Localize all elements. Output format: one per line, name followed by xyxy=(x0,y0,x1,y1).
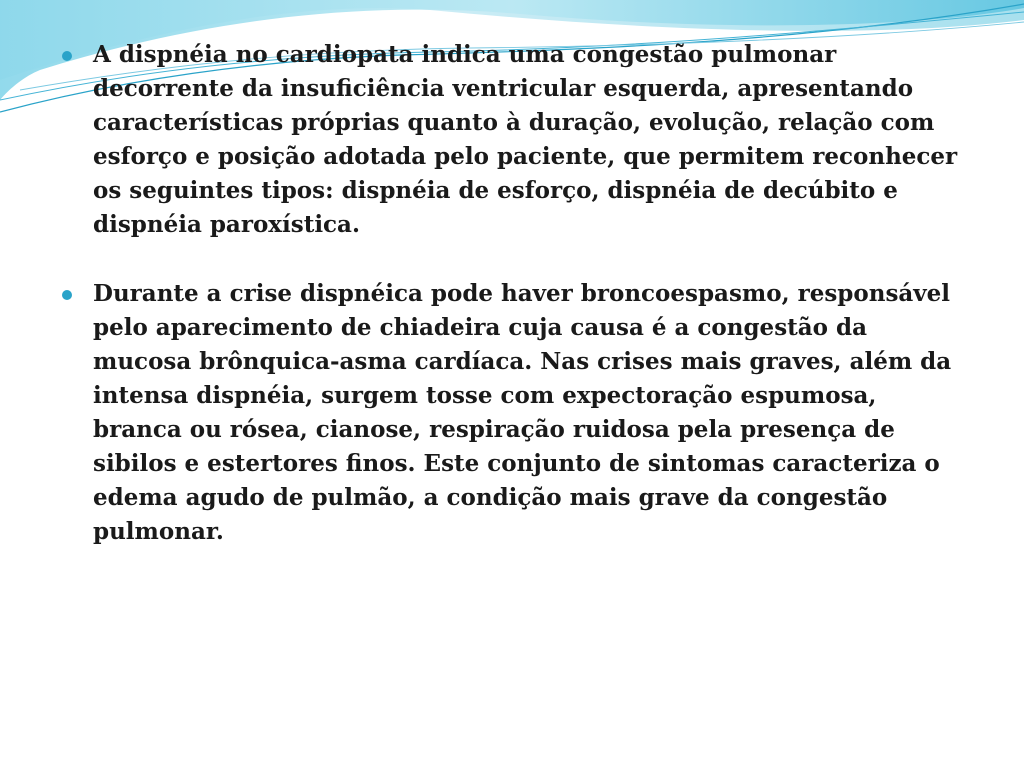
bullet-text: Durante a crise dispnéica pode haver broncoespasmo, responsável pelo aparecimento de chiadeira cuja causa é a congestão da mucosa brônquica-asma cardíaca. Nas crises mais graves, além da intensa dispnéia, surgem tosse com expectoração espumosa, branca ou rósea, cianose, respiração ruidosa pela presença de sibilos e estertores finos. Este conjunto de sintomas caracteriza o edema agudo de pulmão, a condição mais grave da congestão pulmonar. xyxy=(93,280,952,545)
bullet-text: A dispnéia no cardiopata indica uma congestão pulmonar decorrente da insuficiência ventricular esquerda, apresentando características próprias quanto à duração, evolução, relação com esforço e posição adotada pelo paciente, que permitem reconhecer os seguintes tipos: dispnéia de esforço, dispnéia de decúbito e dispnéia paroxística. xyxy=(93,41,958,238)
bullet-dot-icon xyxy=(62,290,72,300)
bullet-item xyxy=(62,38,962,242)
content-area xyxy=(62,38,962,584)
bullet-dot-icon xyxy=(62,51,72,61)
bullet-item xyxy=(62,277,962,549)
